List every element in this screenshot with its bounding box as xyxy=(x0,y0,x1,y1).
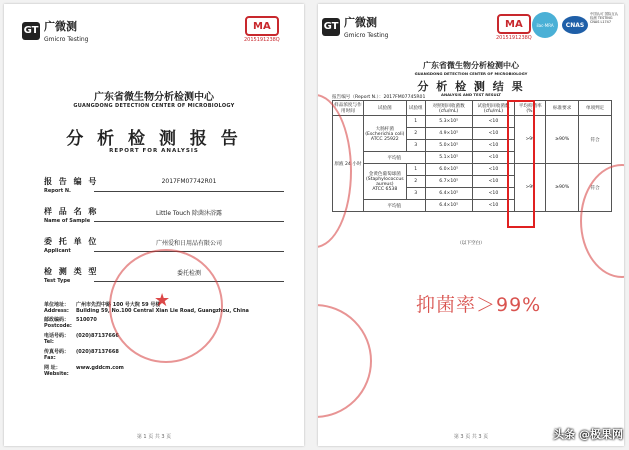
table-cell: <10 xyxy=(472,176,515,188)
contact-line: 网 址： www.gddcm.com xyxy=(44,365,124,371)
table-header: 单项判定 xyxy=(579,101,612,116)
table-cell: 6.7×10⁵ xyxy=(425,176,472,188)
table-cell: <10 xyxy=(472,116,515,128)
cma-badge-icon: MA xyxy=(245,16,279,36)
table-cell: 大肠杆菌 (Escherichia coli) ATCC 25922 xyxy=(363,116,406,152)
table-cell: <10 xyxy=(472,140,515,152)
table-cell: ≥90% xyxy=(546,116,579,164)
table-cell: <10 xyxy=(472,200,515,212)
table-cell: 2 xyxy=(406,176,425,188)
center-name-cn: 广东省微生物分析检测中心 xyxy=(423,61,519,70)
table-cell: 2 xyxy=(406,128,425,140)
report-title-en: REPORT FOR ANALYSIS xyxy=(109,148,199,154)
rate-highlight-box xyxy=(507,100,535,228)
contact-line: Address: Building 59, No.100 Central Xian Lie Road, Guangzhou, China xyxy=(44,308,249,314)
red-seal-stamp xyxy=(318,304,372,418)
table-cell: 平均值 xyxy=(363,200,425,212)
table-header: 标准要求 xyxy=(546,101,579,116)
table-cell: 金黄色葡萄球菌 (Staphylococcus aureus) ATCC 6538 xyxy=(363,164,406,200)
cnas-icon: CNAS xyxy=(562,16,588,34)
cma-number: 2015191238Q xyxy=(496,35,532,41)
result-title-cn: 分 析 检 测 结 果 xyxy=(417,80,525,93)
page-footer: 第 3 页 共 3 页 xyxy=(453,434,489,440)
table-cell: <10 xyxy=(472,188,515,200)
end-note: （以下空白） xyxy=(457,241,485,246)
gmicro-logo xyxy=(22,18,88,43)
table-cell: 原液 24 小时 xyxy=(333,116,364,212)
result-title-en: ANALYSIS AND TEST RESULT xyxy=(441,92,501,97)
table-cell: 6.4×10⁵ xyxy=(425,188,472,200)
logo-en: Gmicro Testing xyxy=(44,36,89,43)
antibacterial-rate-callout: 抑菌率＞99% xyxy=(416,294,542,316)
report-title-cn: 分 析 检 测 报 告 xyxy=(66,129,242,149)
field-test-type: 检 测 类 型 Test Type 委托检测 xyxy=(44,266,284,284)
contact-line: Website: xyxy=(44,371,69,377)
table-cell: 1 xyxy=(406,116,425,128)
table-cell: 5.0×10⁵ xyxy=(425,140,472,152)
gt-logo-icon: GT xyxy=(322,18,340,36)
table-cell: 符合 xyxy=(579,164,612,212)
table-cell: >99 xyxy=(515,116,546,164)
result-table xyxy=(332,100,612,212)
table-header: 平均抑菌率 (%) xyxy=(515,101,546,116)
seal-star-icon: ★ xyxy=(154,290,171,311)
gt-logo-icon: GT xyxy=(22,22,40,40)
table-header: 对照组回收菌数 (cfu/mL) xyxy=(425,101,472,116)
cma-mark xyxy=(496,14,532,41)
table-cell: 1 xyxy=(406,164,425,176)
watermark: 头条 @极果网 xyxy=(553,428,623,441)
center-name-cn: 广东省微生物分析检测中心 xyxy=(94,92,214,103)
table-cell: <10 xyxy=(472,152,515,164)
table-cell: 6.4×10⁵ xyxy=(425,200,472,212)
contact-line: Tel: xyxy=(44,339,54,345)
contact-line: Postcode: xyxy=(44,323,72,329)
logo-cn: 广微测 xyxy=(344,16,377,29)
ilac-mra-icon: ilac-MRA xyxy=(532,12,558,38)
logo-en: Gmicro Testing xyxy=(344,32,389,39)
table-header: 样品浓度与作用时间 xyxy=(333,101,364,116)
table-row xyxy=(333,116,612,128)
table-header-row xyxy=(333,101,612,116)
field-report-no: 报 告 编 号 Report N. 2017FM07742R01 xyxy=(44,176,284,194)
table-cell: <10 xyxy=(472,128,515,140)
report-result-page xyxy=(318,4,624,446)
contact-line: 传真号码： (020)87137668 xyxy=(44,349,119,355)
report-number: 报告编号（Report N.）：2017FM07745R01 xyxy=(332,95,426,100)
table-row xyxy=(333,164,612,176)
table-cell: 3 xyxy=(406,188,425,200)
logo-cn: 广微测 xyxy=(44,20,77,33)
table-cell: ≥90% xyxy=(546,164,579,212)
table-cell: 6.0×10⁵ xyxy=(425,164,472,176)
table-cell: 4.9×10⁵ xyxy=(425,128,472,140)
table-cell: 平均值 xyxy=(363,152,425,164)
table-cell: 5.3×10⁵ xyxy=(425,116,472,128)
table-header: 试验组 xyxy=(406,101,425,116)
cma-mark xyxy=(244,16,280,43)
table-cell: >99 xyxy=(515,164,546,212)
table-cell: <10 xyxy=(472,164,515,176)
field-sample-name: 样 品 名 称 Name of Sample Little Touch 除菌沐浴露 xyxy=(44,206,284,224)
contact-line: 邮政编码： 510070 xyxy=(44,317,97,323)
contact-line: 电话号码： (020)87137666 xyxy=(44,333,119,339)
contact-line: Fax: xyxy=(44,355,56,361)
cnas-accreditation-note: 中国认可 国际互认 检测 TESTING CNAS L1747 xyxy=(590,12,619,25)
cma-badge-icon: MA xyxy=(497,14,531,34)
field-applicant: 委 托 单 位 Applicant 广州爱和日用品有限公司 xyxy=(44,236,284,254)
center-name-en: GUANGDONG DETECTION CENTER OF MICROBIOLOGY xyxy=(73,103,235,109)
table-cell: 3 xyxy=(406,140,425,152)
contact-line: 单位地址： 广州市先烈中路 100 号大院 59 号楼 xyxy=(44,302,161,308)
page-footer: 第 1 页 共 3 页 xyxy=(136,434,172,440)
gmicro-logo xyxy=(322,14,388,39)
table-header: 试验组回收菌数 (cfu/mL) xyxy=(472,101,515,116)
report-cover-page xyxy=(4,4,304,446)
center-name-en: GUANGDONG DETECTION CENTER OF MICROBIOLOGY xyxy=(414,71,528,76)
table-cell: 符合 xyxy=(579,116,612,164)
table-header: 试验菌 xyxy=(363,101,406,116)
cma-number: 2015191238Q xyxy=(244,37,280,43)
table-cell: 5.1×10⁵ xyxy=(425,152,472,164)
